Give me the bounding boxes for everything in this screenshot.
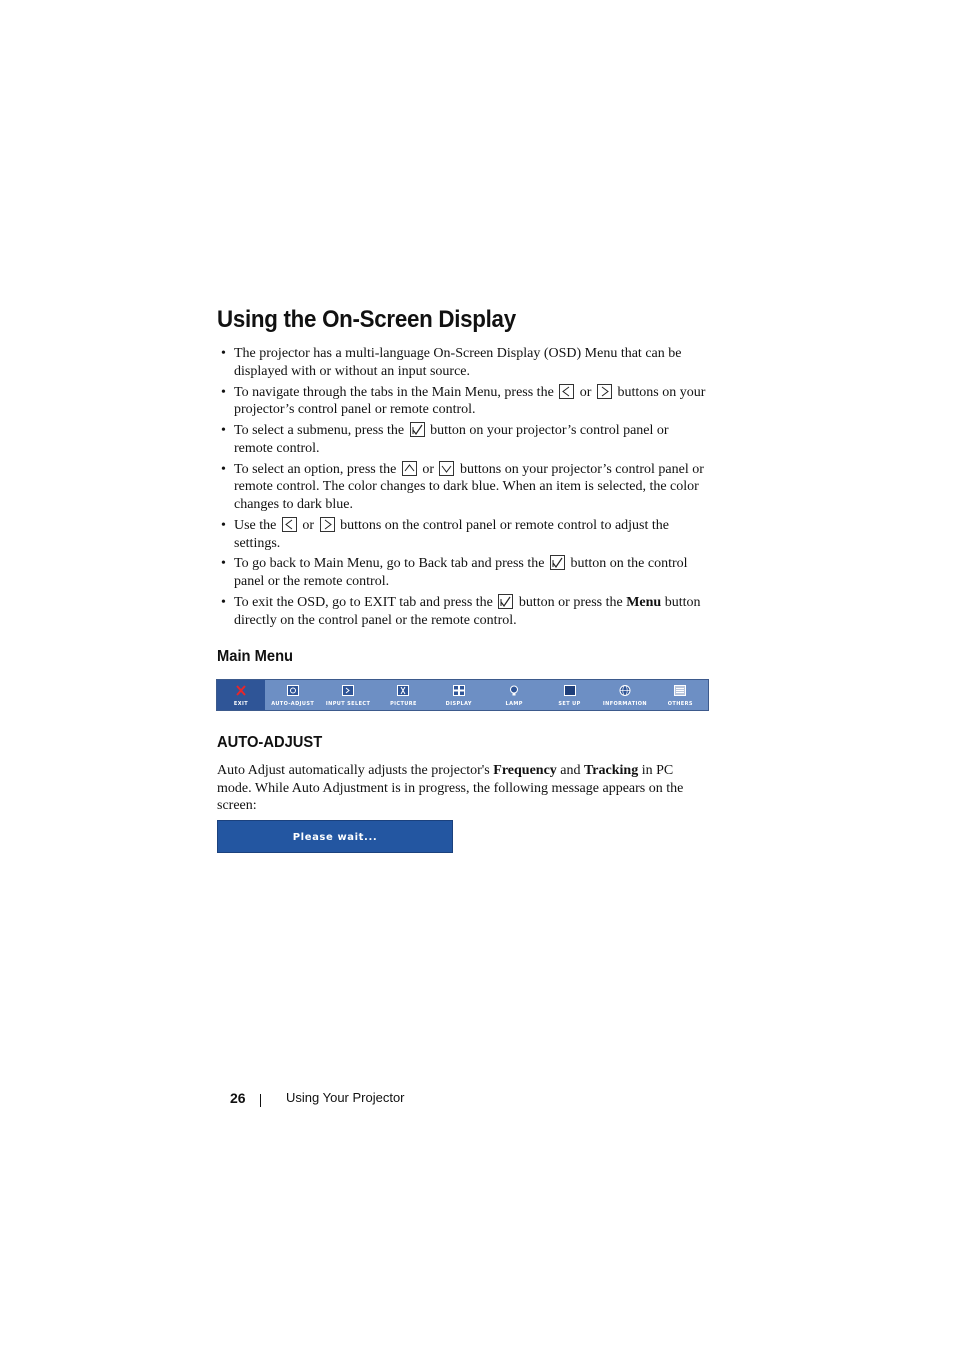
footer-section-title: Using Your Projector xyxy=(286,1090,405,1105)
list-item: • To go back to Main Menu, go to Back tab and press the button on the control panel or the remote control. xyxy=(217,555,709,590)
please-wait-message-box xyxy=(217,820,453,853)
input-select-icon xyxy=(342,685,354,696)
menu-button-name: Menu xyxy=(626,595,662,611)
tab-picture[interactable] xyxy=(376,680,431,710)
tab-auto-adjust[interactable] xyxy=(265,680,320,710)
auto-adjust-paragraph: Auto Adjust automatically adjusts the projector's Frequency and Tracking in PC mode. While Auto Adjustment is in progress, the following message appears on the screen: xyxy=(217,763,684,814)
osd-main-menu-bar xyxy=(216,679,709,711)
exit-x-icon xyxy=(235,685,247,696)
list-item: • To select a submenu, press the button on your projector’s control panel or remote control. xyxy=(217,422,709,457)
tab-input-select[interactable] xyxy=(320,680,375,710)
tab-label: INFORMATION xyxy=(602,701,647,707)
tab-label: SET UP xyxy=(558,701,581,707)
auto-adjust-heading: AUTO-ADJUST xyxy=(217,734,323,751)
main-menu-heading: Main Menu xyxy=(217,648,294,665)
list-item: • To exit the OSD, go to EXIT tab and press the button or press the Menu button directly on the control panel or the remote control. xyxy=(217,594,709,629)
right-arrow-key-icon xyxy=(320,517,335,532)
enter-key-icon xyxy=(550,555,565,570)
tab-lamp[interactable] xyxy=(487,680,542,710)
left-arrow-key-icon xyxy=(559,384,574,399)
up-arrow-key-icon xyxy=(402,461,417,476)
tab-label: AUTO-ADJUST xyxy=(271,701,315,707)
tab-label: DISPLAY xyxy=(445,701,472,707)
left-arrow-key-icon xyxy=(282,517,297,532)
please-wait-text: Please wait... xyxy=(292,832,378,843)
list-item: • To select an option, press the or buttons on your projector’s control panel or remote control. The color changes to dark blue. When an item is selected, the color changes to dark blue. xyxy=(217,461,709,514)
picture-icon xyxy=(397,685,409,696)
page-title: Using the On-Screen Display xyxy=(217,306,516,333)
setup-icon xyxy=(564,685,576,696)
list-item: • The projector has a multi-language On-Screen Display (OSD) Menu that can be displayed with or without an input source. xyxy=(217,345,709,380)
page-number: 26 xyxy=(230,1090,246,1106)
instruction-list xyxy=(217,345,709,633)
tab-label: INPUT SELECT xyxy=(325,701,371,707)
tab-label: EXIT xyxy=(233,701,249,707)
right-arrow-key-icon xyxy=(597,384,612,399)
tab-label: OTHERS xyxy=(667,701,693,707)
tab-set-up[interactable] xyxy=(542,680,597,710)
information-icon xyxy=(619,685,631,696)
display-icon xyxy=(453,685,465,696)
list-item: • Use the or buttons on the control panel or remote control to adjust the settings. xyxy=(217,517,709,552)
footer-divider xyxy=(260,1094,261,1107)
lamp-icon xyxy=(508,685,520,696)
others-icon xyxy=(674,685,686,696)
tab-others[interactable] xyxy=(653,680,708,710)
tab-label: LAMP xyxy=(505,701,523,707)
tab-information[interactable] xyxy=(597,680,652,710)
tab-exit[interactable] xyxy=(217,680,265,710)
down-arrow-key-icon xyxy=(439,461,454,476)
list-item: • To navigate through the tabs in the Main Menu, press the or buttons on your projector’s control panel or remote control. xyxy=(217,384,709,419)
tab-display[interactable] xyxy=(431,680,486,710)
auto-adjust-icon xyxy=(287,685,299,696)
tab-label: PICTURE xyxy=(390,701,417,707)
enter-key-icon xyxy=(410,422,425,437)
enter-key-icon xyxy=(498,594,513,609)
